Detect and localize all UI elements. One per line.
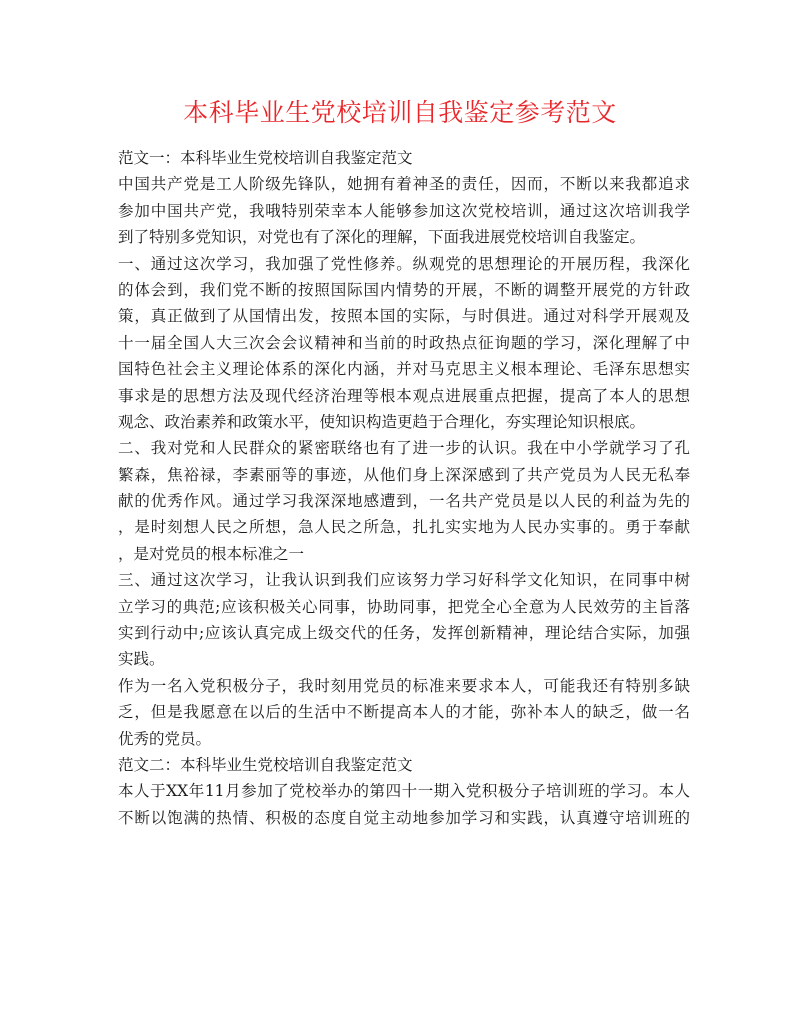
body-line: 献的优秀作风。通过学习我深深地感遭到，一名共产党员是以人民的利益为先的 — [118, 492, 690, 511]
body-line: 范文二：本科毕业生党校培训自我鉴定范文 — [118, 755, 413, 774]
body-line: 本人于XX年11月参加了党校举办的第四十一期入党积极分子培训班的学习。本人 — [118, 782, 690, 801]
body-line: 策，真正做到了从国情出发，按照本国的实际，与时俱进。通过对科学开展观及 — [118, 307, 690, 326]
document-body — [118, 145, 690, 831]
body-line: 实到行动中;应该认真完成上级交代的任务，发挥创新精神，理论结合实际，加强 — [118, 624, 690, 643]
body-line: 观念、政治素养和政策水平，使知识构造更趋于合理化，夯实理论知识根底。 — [118, 412, 646, 431]
body-line: 的体会到，我们党不断的按照国际国内情势的开展，不断的调整开展党的方针政 — [118, 280, 690, 299]
body-line: 作为一名入党积极分子，我时刻用党员的标准来要求本人，可能我还有特别多缺 — [118, 676, 690, 695]
body-line: 事求是的思想方法及现代经济治理等根本观点进展重点把握，提高了本人的思想 — [118, 386, 690, 405]
body-line: ，是时刻想人民之所想，急人民之所急，扎扎实实地为人民办实事的。勇于奉献 — [118, 518, 690, 537]
body-line: 范文一：本科毕业生党校培训自我鉴定范文 — [118, 149, 413, 167]
body-line: 不断以饱满的热情、积极的态度自觉主动地参加学习和实践，认真遵守培训班的 — [118, 808, 690, 827]
body-line: 一、通过这次学习，我加强了党性修养。纵观党的思想理论的开展历程，我深化 — [118, 254, 690, 273]
body-line: 国特色社会主义理论体系的深化内涵，并对马克思主义根本理论、毛泽东思想实 — [118, 360, 690, 379]
body-line: 三、通过这次学习，让我认识到我们应该努力学习好科学文化知识，在同事中树 — [118, 571, 690, 590]
body-line: 立学习的典范;应该积极关心同事，协助同事，把党全心全意为人民效劳的主旨落 — [118, 597, 690, 616]
body-line: 乏，但是我愿意在以后的生活中不断提高本人的才能，弥补本人的缺乏，做一名 — [118, 703, 690, 722]
body-line: 中国共产党是工人阶级先锋队，她拥有着神圣的责任，因而，不断以来我都追求 — [118, 175, 690, 194]
body-line: 优秀的党员。 — [118, 729, 212, 748]
body-line: 参加中国共产党，我哦特别荣幸本人能够参加这次党校培训，通过这次培训我学 — [118, 201, 690, 220]
body-line: 繁森，焦裕禄，李素丽等的事迹，从他们身上深深感到了共产党员为人民无私奉 — [118, 465, 690, 484]
body-line: 实践。 — [118, 650, 165, 669]
document-title: 本科毕业生党校培训自我鉴定参考范文 — [183, 98, 617, 127]
body-line: 十一届全国人大三次会会议精神和当前的时政热点征询题的学习，深化理解了中 — [118, 333, 690, 352]
body-line: ，是对党员的根本标准之一 — [118, 544, 305, 563]
body-line: 二、我对党和人民群众的紧密联络也有了进一步的认识。我在中小学就学习了孔 — [118, 439, 690, 458]
body-line: 到了特别多党知识，对党也有了深化的理解，下面我进展党校培训自我鉴定。 — [118, 228, 646, 247]
